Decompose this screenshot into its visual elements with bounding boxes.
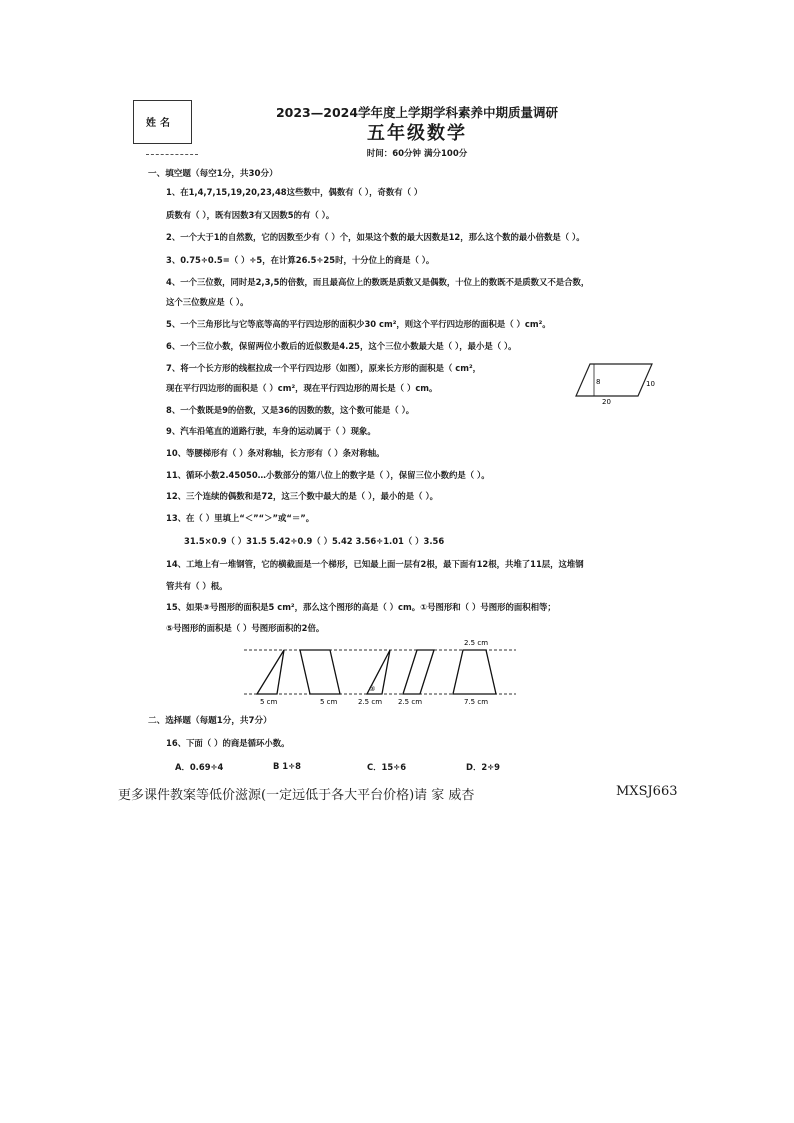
section2-heading: 二、选择题（每题1分，共7分）	[148, 716, 272, 726]
question-line: 13、在（ ）里填上“＜”“＞”或“＝”。	[166, 513, 315, 523]
question-line: 这个三位数应是（ ）。	[166, 297, 249, 307]
option-d: D．2÷9	[466, 762, 500, 772]
side-label: 10	[646, 380, 655, 388]
footer-code: MXSJ663	[616, 784, 678, 799]
shape-3-marker: ③	[369, 685, 376, 693]
subject-title: 五年级数学	[367, 123, 467, 144]
question-line: 5、一个三角形比与它等底等高的平行四边形的面积少30 cm²，则这个平行四边形的面积是（ ）cm²。	[166, 319, 551, 329]
shape-3-base-label: 2.5 cm	[358, 698, 383, 706]
option-c: C．15÷6	[367, 762, 407, 772]
question-line: 7、将一个长方形的线框拉成一个平行四边形（如图），原来长方形的面积是（ cm²，	[166, 363, 482, 373]
question-line: 10、等腰梯形有（ ）条对称轴，长方形有（ ）条对称轴。	[166, 448, 385, 458]
exam-title: 2023—2024学年度上学期学科素养中期质量调研	[275, 105, 559, 120]
question-line: 管共有（ ）根。	[166, 581, 228, 591]
option-a: A．0.69÷4	[175, 762, 224, 772]
question-line: 1、在1,4,7,15,19,20,23,48这些数中，偶数有（ ），奇数有（ ）	[166, 187, 423, 197]
footer-note	[118, 784, 678, 803]
top-width-label: 2.5 cm	[464, 639, 489, 647]
height-label: 8	[596, 378, 601, 386]
question-line: 9、汽车沿笔直的道路行驶，车身的运动属于（ ）现象。	[166, 426, 376, 436]
question-line: ⑤号图形的面积是（ ）号图形面积的2倍。	[166, 623, 325, 633]
shape-5-base-label: 7.5 cm	[464, 698, 489, 706]
question-line: 8、一个数既是9的倍数，又是36的因数的数，这个数可能是（ ）。	[166, 405, 415, 415]
question-line: 4、一个三位数，同时是2,3,5的倍数，而且最高位上的数既是质数又是偶数，十位上的数既不是质数又不是合数，	[166, 277, 590, 287]
shape-4-parallelogram	[403, 650, 434, 694]
exam-meta: 时间：60分钟 满分100分	[366, 149, 468, 159]
shape-2-parallelogram	[300, 650, 340, 694]
footer-text: 更多课件教案等低价滋源(一定远低于各大平台价格)请 家 威杏	[118, 788, 475, 803]
question-line: 15、如果③号图形的面积是5 cm²，那么这个图形的高是（ ）cm。①号图形和（ ）号图形的面积相等；	[166, 602, 556, 612]
shape-4-base-label: 2.5 cm	[398, 698, 423, 706]
question-line: 质数有（ ），既有因数3有又因数5的有（ ）。	[166, 210, 335, 220]
shape-5-trapezoid	[453, 650, 496, 694]
question-line: 14、工地上有一堆钢管，它的横截面是一个梯形，已知最上面一层有2根，最下面有12根，共堆了11层，这堆钢	[166, 559, 584, 569]
question-line: 现在平行四边形的面积是（ ）cm²，现在平行四边形的周长是（ ）cm。	[166, 383, 438, 393]
section1-heading: 一、填空题（每空1分，共30分）	[148, 169, 278, 179]
shape-2-base-label: 5 cm	[320, 698, 338, 706]
question-line: 11、循环小数2.45050…小数部分的第八位上的数字是（ ），保留三位小数约是（ ）。	[166, 470, 490, 480]
question-line: 6、一个三位小数，保留两位小数后的近似数是4.25，这个三位小数最大是（ ），最小是（ ）。	[166, 341, 517, 351]
shape-1-triangle	[257, 650, 284, 694]
question-line: 2、一个大于1的自然数，它的因数至少有（ ）个，如果这个数的最大因数是12，那么这个数的最小倍数是（ ）。	[166, 232, 585, 242]
base-label: 20	[602, 398, 611, 404]
question-line: 3、0.75÷0.5=（ ）÷5，在计算26.5÷25时，十分位上的商是（ ）。	[166, 255, 435, 265]
question-16: 16、下面（ ）的商是循环小数。	[166, 738, 290, 748]
parallelogram-figure	[570, 360, 660, 404]
shapes-figure	[240, 636, 520, 708]
question-line: 12、三个连续的偶数和是72，这三个数中最大的是（ ），最小的是（ ）。	[166, 491, 438, 501]
compare-line: 31.5×0.9（ ）31.5 5.42÷0.9（ ）5.42 3.56÷1.01（ ）3.56	[184, 536, 445, 546]
option-b: B 1÷8	[273, 761, 301, 771]
parallelogram-shape	[576, 364, 652, 396]
shape-1-base-label: 5 cm	[260, 698, 278, 706]
name-label: 姓名	[146, 118, 174, 129]
